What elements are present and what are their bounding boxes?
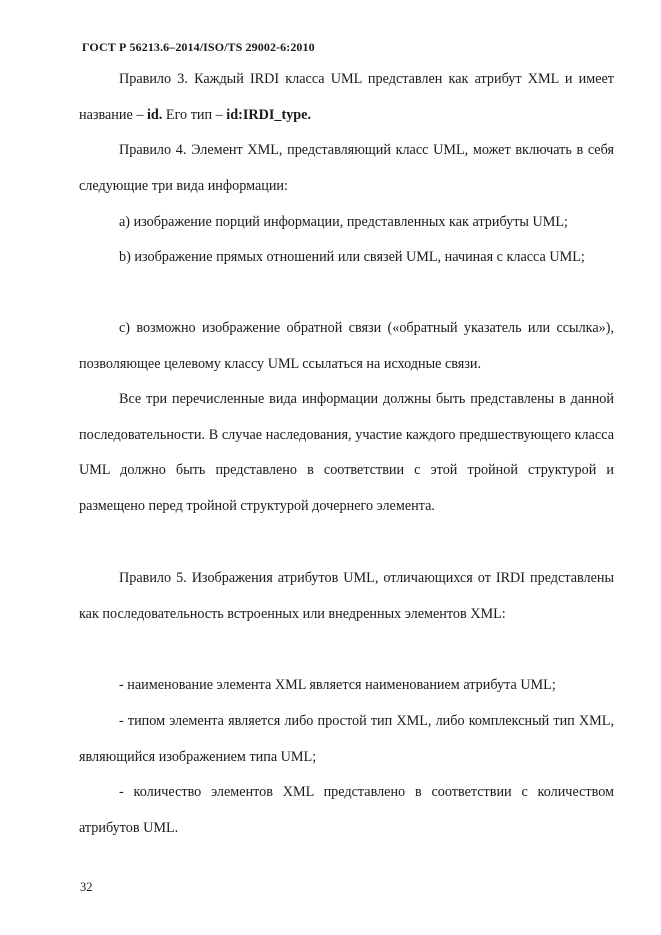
rule-5-text: Правило 5. Изображения атрибутов UML, отличающихся от IRDI представлены как последовательность встроенных или внедренных элементов XML: [79,570,614,622]
dash-3-text: - количество элементов XML представлено в соответствии с количеством атрибутов UML. [79,784,614,836]
rule-3-text: Правило 3. Каждый IRDI класса UML представлен как атрибут XML и имеет название – [79,71,614,123]
item-c-text: c) возможно изображение обратной связи («обратный указатель или ссылка»), позволяющее целевому классу UML ссылаться на исходные связи. [79,320,614,372]
dash-item-1 [79,668,614,704]
list-item-c [79,311,614,382]
dash-item-2 [79,704,614,775]
para-all-text: Все три перечисленные вида информации должны быть представлены в данной последовательности. В случае наследования, участие каждого предшествующего класса UML должно быть представлено в соответствии с этой тройной структурой и размещено перед тройной структурой дочернего элемента. [79,391,614,514]
page-number: 32 [80,880,93,894]
paragraph-rule-3 [79,62,614,133]
rule-3-id: id. [143,106,163,123]
dash-item-3 [79,775,614,846]
dash-2-text: - типом элемента является либо простой тип XML, либо комплексный тип XML, являющийся изображением типа UML; [79,713,614,765]
dash-1-text: - наименование элемента XML является наименованием атрибута UML; [119,677,556,693]
rule-4-text: Правило 4. Элемент XML, представляющий класс UML, может включать в себя следующие три вида информации: [79,142,614,194]
list-item-a [79,205,614,241]
paragraph-rule-5 [79,561,614,632]
paragraph-all-three [79,382,614,524]
paragraph-rule-4 [79,133,614,204]
item-b-text: b) изображение прямых отношений или связей UML, начиная с класса UML; [119,249,585,265]
item-a-text: а) изображение порций информации, представленных как атрибуты UML; [119,214,568,230]
rule-3-type-label: Его тип – [162,106,227,123]
list-item-b [79,240,614,276]
document-header: ГОСТ Р 56213.6–2014/ISO/TS 29002-6:2010 [82,40,315,54]
rule-3-type: id:IRDI_type. [226,106,312,123]
